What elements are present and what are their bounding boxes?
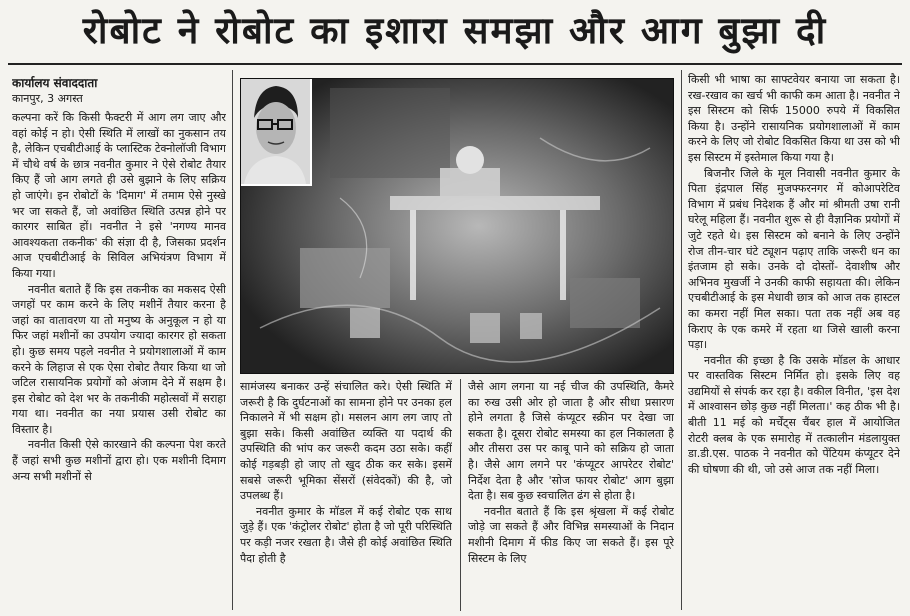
column-4-paragraph: किसी भी भाषा का साफ्टवेयर बनाया जा सकता है। रख-रखाव का खर्च भी काफी कम आता है। नवनीत ने इस सिस्टम को सिर्फ 15000 रुपये में विकसित किया है। उन्होंने रासायनिक प्रयोगशालाओं में काम करने के लिए जो रोबोट विकसित किया था उस को भी इस सिस्टम में इस्तेमाल किया गया है। (688, 73, 900, 164)
column-2-paragraph: सामंजस्य बनाकर उन्हें संचालित करे। ऐसी स्थिति में जरूरी है कि दुर्घटनाओं का सामना होने पर उनका हल निकालने में भी सक्षम हो। मसलन आग लग जाए तो बुझा सके। किसी अवांछित व्यक्ति या पदार्थ की उपस्थिति की भांप कर जरूरी कदम उठा सके। कहीं कोई गड़बड़ी हो जाए तो खुद ठीक कर सके। इसमें सबसे जरूरी भूमिका सेंसरों (संवेदकों) की है, जो उपलब्ध हैं। (240, 380, 452, 503)
dateline: कानपुर, 3 अगस्त (12, 92, 83, 105)
portrait-photo (240, 78, 312, 186)
column-1-paragraph: नवनीत बताते हैं कि इस तकनीक का मकसद ऐसी जगहों पर काम करने के लिए मशीनें तैयार करना है जहां का वातावरण या तो मनुष्य के अनुकूल न हो या फिर जहां मशीनों का उपयोग ज्यादा कारगर हो सकता हो। कुछ समय पहले नवनीत ने प्रयोगशालाओं में काम करने के लिहाज से एक ऐसा रोबोट तैयार किया था जो जटिल रासायनिक प्रयोगों को अंजाम देने में सक्षम है। इस रोबोट को देश भर के तकनीकी महोत्सवों में सराहा गया था। नवनीत का नया प्रयास उसी रोबोट का विस्तार है। (12, 282, 226, 436)
column-1 (12, 76, 226, 612)
column-divider (681, 70, 682, 610)
column-4-paragraph: बिजनौर जिले के मूल निवासी नवनीत कुमार के पिता इंद्रपाल सिंह मुजफ्फरनगर में कोआपरेटिव विभाग में प्रबंध निदेशक हैं और मां श्रीमती उषा रानी घरेलू महिला हैं। नवनीत शुरू से ही वैज्ञानिक प्रयोगों में जुटे रहते थे। इस सिस्टम को बनाने के लिए उन्होंने रोज तीन-चार घंटे ट्यूशन पढ़ाए ताकि जरूरी धन का इंतजाम हो सके। उनके दो दोस्तों- देवाशीष और अभिनव मुखर्जी ने उनकी काफी सहायता की। लेकिन एचबीटीआई के इस मेधावी छात्र को आज तक हास्टल का कमरा नहीं मिल सका। पता तक नहीं अब वह किराए के एक कमरे में रहता था जिसे खाली करना पड़ा। (688, 166, 900, 352)
column-3-paragraph: नवनीत बताते हैं कि इस श्रृंखला में कई रोबोट जोड़े जा सकते हैं और विभिन्न समस्याओं के निदान मशीनी दिमाग में फीड किए जा सकते हैं। इस पूरे सिस्टम के लिए (468, 504, 674, 565)
column-1-paragraph: कल्पना करें कि किसी फैक्टरी में आग लग जाए और वहां कोई न हो। ऐसी स्थिति में लाखों का नुकसान तय है, लेकिन एचबीटीआई के प्लास्टिक टेक्नोलॉजी विभाग में चौथे वर्ष के छात्र नवनीत कुमार ने ऐसे रोबोट तैयार किए हैं जो आग लगते ही उसे बुझाने के लिए सक्रिय हो जाएंगे। इन रोबोटों के 'दिमाग' में तमाम ऐसे नुस्खे भर जा सकते हैं, जो अवांछित स्थिति उत्पन्न होने पर कारगर साबित हों। नवनीत ने इसे 'नगण्य मानव आवश्यकता तकनीक' की संज्ञा दी है, जिसका प्रदर्शन आज एचबीटीआई के सिविल अभियंत्रण विभाग में किया गया। (12, 111, 226, 280)
byline: कार्यालय संवाददाता (12, 76, 98, 90)
column-2-paragraph: नवनीत कुमार के मॉडल में कई रोबोट एक साथ जुड़े हैं। एक 'कंट्रोलर रोबोट' होता है जो पूरी परिस्थिति पर कड़ी नजर रखता है। जैसे ही कोई अवांछित स्थिति पैदा होती है (240, 504, 452, 565)
headline: रोबोट ने रोबोट का इशारा समझा और आग बुझा दी (82, 9, 828, 52)
column-divider (460, 379, 461, 611)
column-1-paragraph: नवनीत किसी ऐसे कारखाने की कल्पना पेश करते हैं जहां सभी कुछ मशीनों द्वारा हो। एक मशीनी दिमाग अन्य सभी मशीनों से (12, 438, 226, 483)
column-divider (232, 70, 233, 610)
column-3-paragraph: जैसे आग लगना या नई चीज की उपस्थिति, कैमरे का रुख उसी ओर हो जाता है और सीधा प्रसारण होने लगता है जिसे कंप्यूटर स्क्रीन पर देखा जा सकता है। दूसरा रोबोट समस्या का हल निकालता है और तीसरा उस पर काबू पाने को सक्रिय हो जाता है। जैसे आग लगने पर 'कंप्यूटर आपरेटर रोबोट' निर्देश देता है और 'सोज फायर रोबोट' आग बुझा देता है। सब कुछ स्वचालित ढंग से होता है। (468, 380, 674, 503)
column-3 (468, 379, 674, 613)
headline-rule (8, 63, 902, 65)
column-4 (688, 72, 900, 612)
column-4-paragraph: नवनीत की इच्छा है कि उसके मॉडल के आधार पर वास्तविक सिस्टम निर्मित हो। इसके लिए वह उद्यमियों से संपर्क कर रहा है। वकील विनीत, 'इस देश में आश्वासन छोड़ कुछ नहीं मिलता।' कह ठीक भी है। बीती 11 मई को मर्चेंट्स चैंबर हाल में आयोजित रोटरी क्लब के एक समारोह में तत्कालीन मंडलायुक्त डा.डी.एस. पाठक ने नवनीत को पेंटियम कंप्यूटर देने की घोषणा की थी, जो उसे आज तक नहीं मिला। (688, 353, 900, 476)
column-2 (240, 379, 452, 613)
